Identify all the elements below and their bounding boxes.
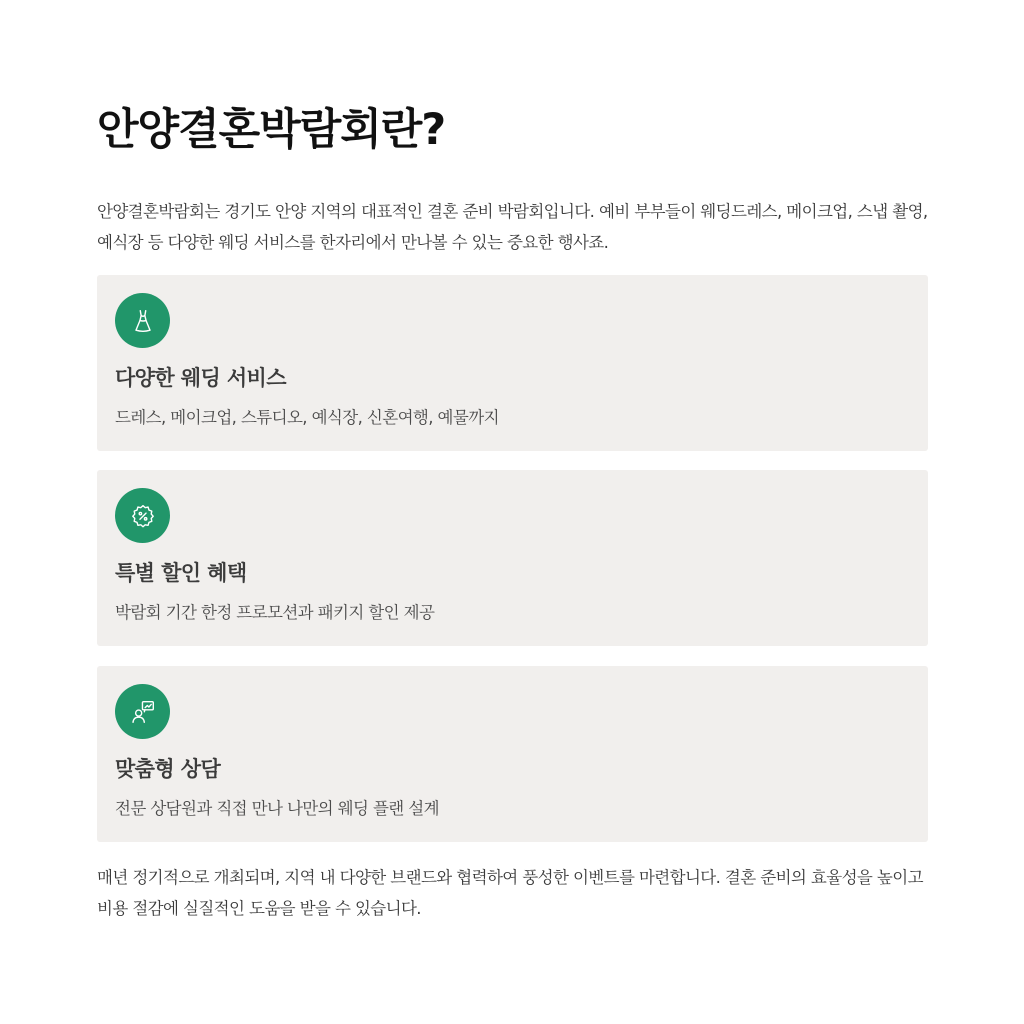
page-title: 안양결혼박람회란? xyxy=(97,105,446,155)
feature-title: 맞춤형 상담 xyxy=(115,757,221,781)
discount-badge-icon xyxy=(130,503,156,529)
consultation-icon xyxy=(130,699,156,725)
consultation-icon-badge xyxy=(115,684,170,739)
feature-description: 전문 상담원과 직접 만나 나만의 웨딩 플랜 설계 xyxy=(115,799,439,818)
feature-description: 드레스, 메이크업, 스튜디오, 예식장, 신혼여행, 예물까지 xyxy=(115,408,499,427)
feature-title: 특별 할인 혜택 xyxy=(115,561,247,585)
feature-card-consultation xyxy=(97,666,928,842)
feature-description: 박람회 기간 한정 프로모션과 패키지 할인 제공 xyxy=(115,603,435,622)
discount-badge-icon-badge xyxy=(115,488,170,543)
dress-icon xyxy=(130,308,156,334)
intro-paragraph: 안양결혼박람회는 경기도 안양 지역의 대표적인 결혼 준비 박람회입니다. 예비 부부들이 웨딩드레스, 메이크업, 스냅 촬영, 예식장 등 다양한 웨딩 서비스를 한자리에서 만나볼 수 있는 중요한 행사죠. xyxy=(97,202,928,252)
feature-card-wedding-services xyxy=(97,275,928,451)
feature-title: 다양한 웨딩 서비스 xyxy=(115,366,286,390)
feature-card-discount xyxy=(97,470,928,646)
dress-icon-badge xyxy=(115,293,170,348)
outro-paragraph: 매년 정기적으로 개최되며, 지역 내 다양한 브랜드와 협력하여 풍성한 이벤트를 마련합니다. 결혼 준비의 효율성을 높이고 비용 절감에 실질적인 도움을 받을 수 있습니다. xyxy=(97,868,923,918)
